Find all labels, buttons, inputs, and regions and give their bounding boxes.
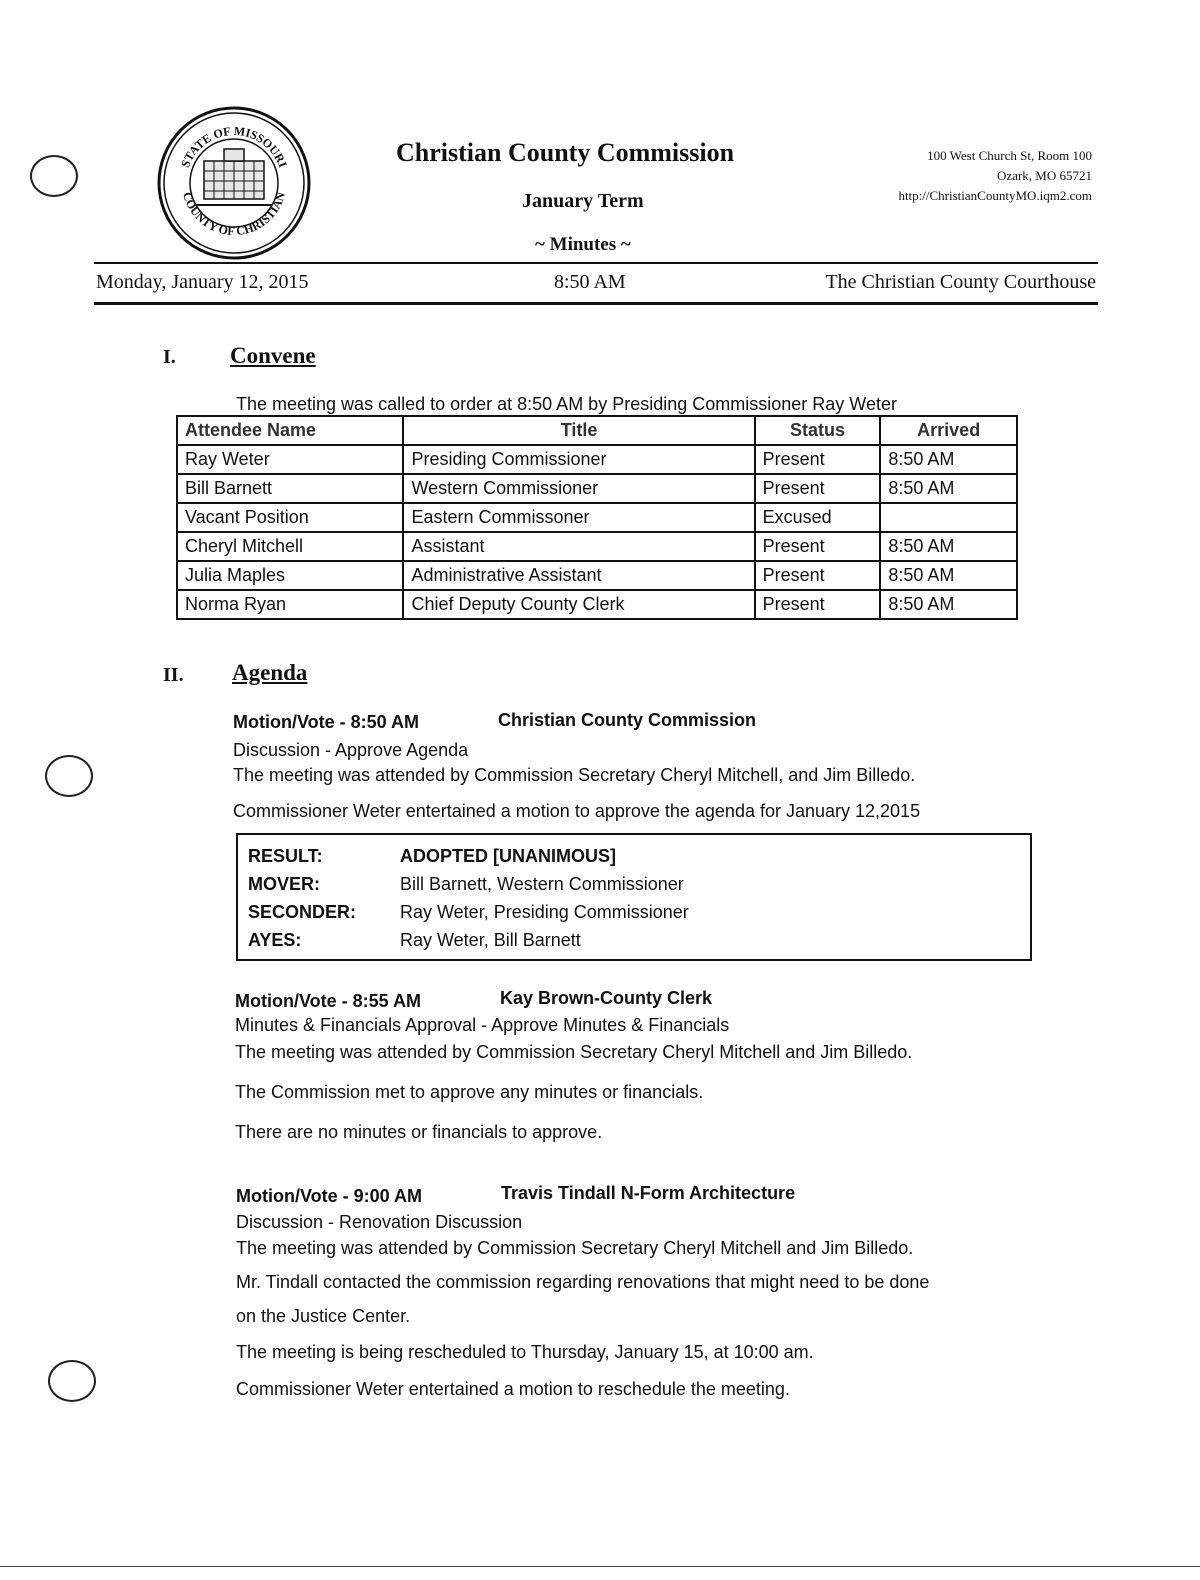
mover-value: Bill Barnett, Western Commissioner [400,874,684,894]
column-header-arrived: Arrived [880,416,1017,445]
attendee-name: Norma Ryan [177,590,403,619]
attendee-title: Eastern Commissoner [403,503,754,532]
attendee-table-header [177,416,1017,445]
item2-presenter: Kay Brown-County Clerk [500,988,713,1008]
attendee-title: Presiding Commissioner [403,445,754,474]
attendee-status: Excused [755,503,881,532]
header-rule-top [94,262,1098,264]
punch-hole-bottom [48,1360,96,1402]
attendee-title: Western Commissioner [403,474,754,503]
item3-attended: The meeting was attended by Commission Secretary Cheryl Mitchell and Jim Billedo. [236,1238,914,1258]
meeting-location: The Christian County Courthouse [825,271,1096,293]
item1-motion: Motion/Vote - 8:50 AM [233,712,419,732]
attendee-arrived: 8:50 AM [880,561,1017,590]
item1-presenter: Christian County Commission [498,710,757,730]
section-heading-agenda: Agenda [232,660,308,685]
item2-text2: There are no minutes or financials to approve. [235,1122,603,1142]
section-number-2: II. [163,664,184,686]
attendee-status: Present [755,474,881,503]
item1-discussion: Discussion - Approve Agenda [233,740,469,760]
attendee-arrived: 8:50 AM [880,590,1017,619]
attendee-table [176,415,1018,620]
column-header-title: Title [403,416,754,445]
item3-text2: The meeting is being rescheduled to Thursday, January 15, at 10:00 am. [236,1342,814,1362]
attendee-status: Present [755,561,881,590]
convene-intro: The meeting was called to order at 8:50 AM by Presiding Commissioner Ray Weter [236,394,897,414]
table-row [177,532,1017,561]
attendee-title: Assistant [403,532,754,561]
seconder-label: SECONDER: [248,902,357,922]
attendee-status: Present [755,532,881,561]
punch-hole-top [30,155,78,197]
item3-presenter: Travis Tindall N-Form Architecture [501,1183,796,1203]
address-line-1: 100 West Church St, Room 100 [927,148,1092,163]
result-value: ADOPTED [UNANIMOUS] [400,846,616,866]
table-row [177,590,1017,619]
attendee-name: Cheryl Mitchell [177,532,403,561]
table-row [177,503,1017,532]
attendee-title: Chief Deputy County Clerk [403,590,754,619]
item2-discussion: Minutes & Financials Approval - Approve Minutes & Financials [235,1015,730,1035]
punch-hole-middle [45,755,93,797]
svg-text:STATE OF MISSOURI: STATE OF MISSOURI [178,123,291,170]
address-block [898,146,1092,206]
attendee-name: Ray Weter [177,445,403,474]
county-seal [156,105,312,261]
page-bottom-edge [0,1566,1200,1567]
address-line-2: Ozark, MO 65721 [997,168,1092,183]
item2-attended: The meeting was attended by Commission Secretary Cheryl Mitchell and Jim Billedo. [235,1042,913,1062]
attendee-arrived: 8:50 AM [880,532,1017,561]
attendee-arrived: 8:50 AM [880,445,1017,474]
attendee-title: Administrative Assistant [403,561,754,590]
item3-text1a: Mr. Tindall contacted the commission regarding renovations that might need to be done [236,1272,930,1292]
vote-result-box [236,833,1032,961]
meeting-time: 8:50 AM [554,271,626,293]
ayes-label: AYES: [248,930,302,950]
item2-motion: Motion/Vote - 8:55 AM [235,991,421,1011]
item1-text: Commissioner Weter entertained a motion to approve the agenda for January 12,2015 [233,801,921,821]
column-header-name: Attendee Name [177,416,403,445]
meeting-date: Monday, January 12, 2015 [96,271,309,293]
term-label: January Term [522,190,644,212]
item2-text1: The Commission met to approve any minutes or financials. [235,1082,704,1102]
attendee-arrived: 8:50 AM [880,474,1017,503]
attendee-name: Julia Maples [177,561,403,590]
attendee-name: Vacant Position [177,503,403,532]
result-label: RESULT: [248,846,323,866]
item3-motion: Motion/Vote - 9:00 AM [236,1186,422,1206]
section-number-1: I. [163,346,176,368]
item1-attended: The meeting was attended by Commission Secretary Cheryl Mitchell, and Jim Billedo. [233,765,916,785]
table-row [177,445,1017,474]
table-row [177,474,1017,503]
item3-discussion: Discussion - Renovation Discussion [236,1212,523,1232]
header-rule-bottom [94,302,1098,305]
attendee-status: Present [755,590,881,619]
seconder-value: Ray Weter, Presiding Commissioner [400,902,689,922]
website-url: http://ChristianCountyMO.iqm2.com [898,188,1092,203]
ayes-value: Ray Weter, Bill Barnett [400,930,581,950]
table-row [177,561,1017,590]
svg-text:COUNTY OF CHRISTIAN: COUNTY OF CHRISTIAN [180,190,288,239]
meeting-info-bar [96,268,1096,298]
attendee-arrived [880,503,1017,532]
attendee-status: Present [755,445,881,474]
attendee-name: Bill Barnett [177,474,403,503]
mover-label: MOVER: [248,874,320,894]
column-header-status: Status [755,416,881,445]
item3-text1b: on the Justice Center. [236,1306,411,1326]
commission-title: Christian County Commission [396,138,735,167]
minutes-label: ~ Minutes ~ [535,234,631,255]
section-heading-convene: Convene [230,343,316,368]
item3-text3: Commissioner Weter entertained a motion to reschedule the meeting. [236,1379,790,1399]
